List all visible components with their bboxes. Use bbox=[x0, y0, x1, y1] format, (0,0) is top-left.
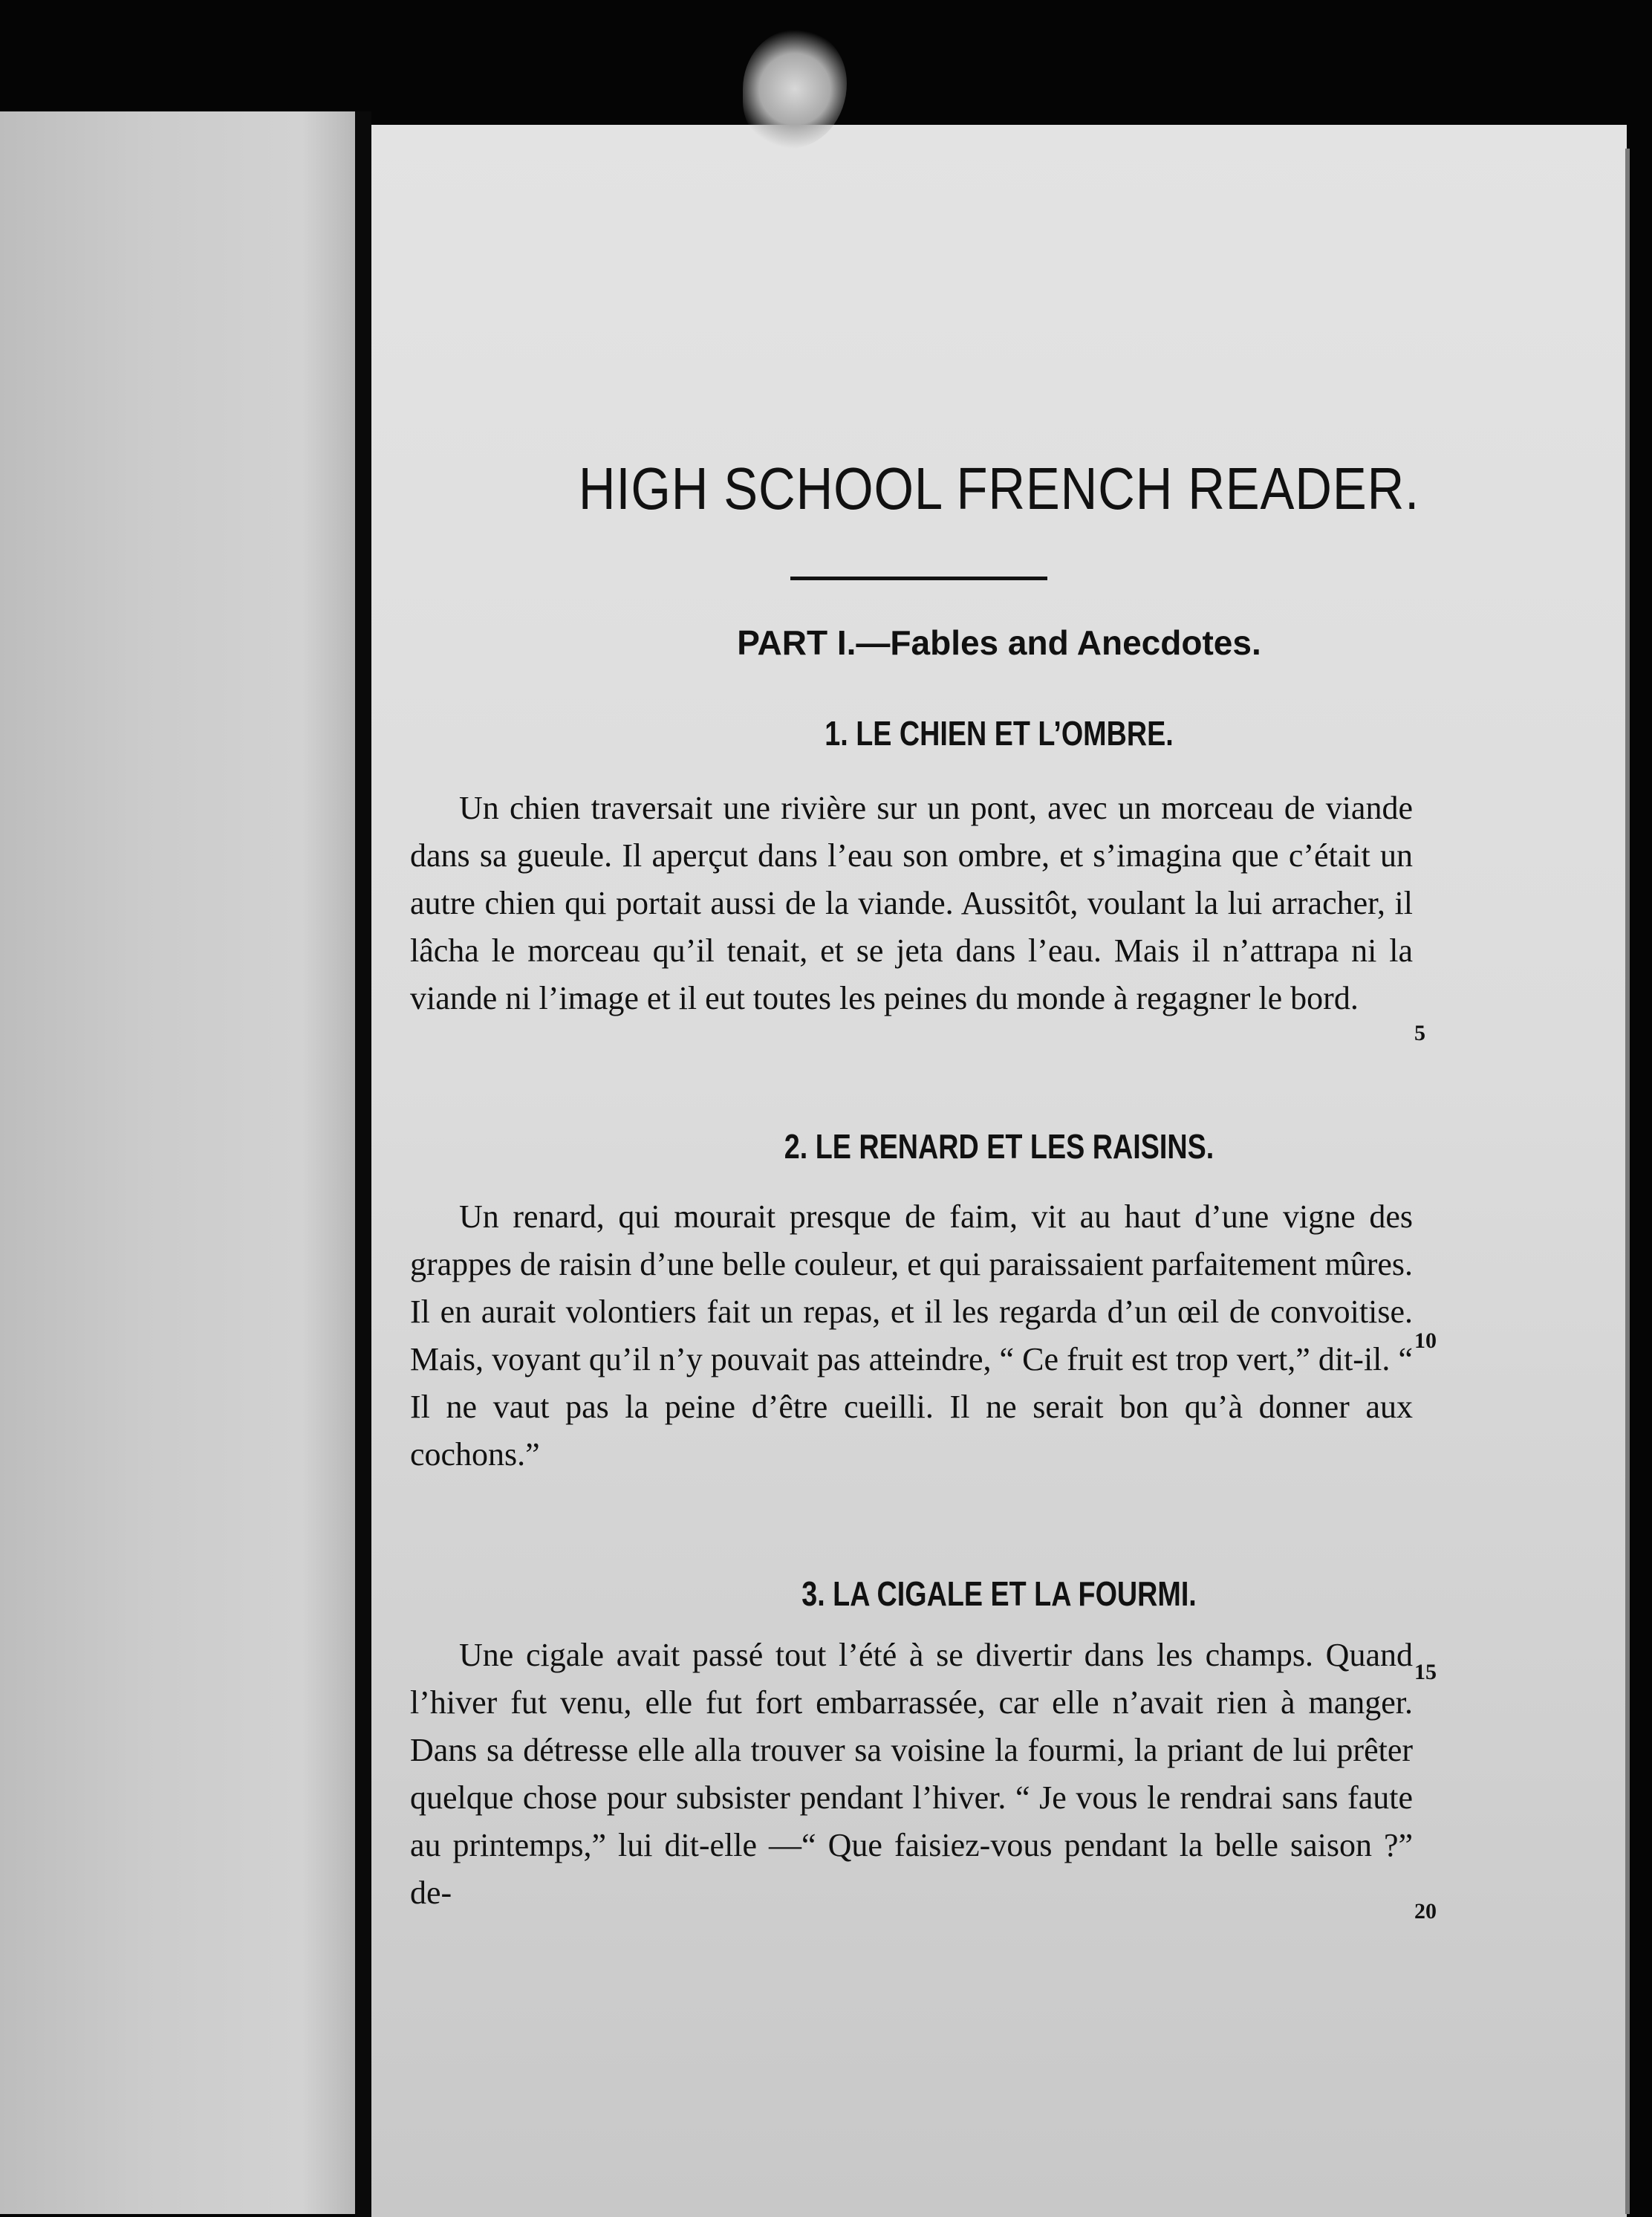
fable-3-paragraph: Une cigale avait passé tout l’été à se divertir dans les champs. Quand l’hiver fut venu, elle fut fort embarrassée, car elle n’avait rien à manger. Dans sa détresse elle alla trouver sa voisine la fourmi, la priant de lui prêter quelque chose pour subsister pendant l’hiver. “ Je vous le rendrai sans faute au printemps,” lui dit-elle —“ Que faisiez-vous pendant la belle saison ?” de- bbox=[410, 1637, 1413, 1911]
fable-1-heading: 1. LE CHIEN ET L’OMBRE. bbox=[825, 714, 1174, 753]
line-number-20: 20 bbox=[1414, 1899, 1437, 1924]
title-rule bbox=[790, 577, 1047, 580]
book-spine bbox=[355, 111, 371, 2217]
page-edge bbox=[1625, 149, 1630, 2214]
fable-1-paragraph: Un chien traversait une rivière sur un pont, avec un morceau de viande dans sa gueule. Il aperçut dans l’eau son ombre, et s’imagina que c’était un autre chien qui portait aussi de la viande. Aussitôt, voulant la lui arracher, il lâcha le morceau qu’il tenait, et se jeta dans l’eau. Mais il n’attrapa ni la viande ni l’image et il eut toutes les peines du monde à regagner le bord. bbox=[410, 790, 1413, 1016]
fable-2-heading: 2. LE RENARD ET LES RAISINS. bbox=[784, 1127, 1214, 1166]
fable-3-text bbox=[410, 1632, 1413, 1917]
fable-1-text bbox=[410, 785, 1413, 1022]
fable-3-heading: 3. LA CIGALE ET LA FOURMI. bbox=[801, 1574, 1197, 1613]
fable-2-paragraph: Un renard, qui mourait presque de faim, vit au haut d’une vigne des grappes de raisin d’une belle couleur, et qui paraissaient parfaitement mûres. Il en aurait volontiers fait un repas, et il les regarda d’un œil de convoitise. Mais, voyant qu’il n’y pouvait pas atteindre, “ Ce fruit est trop vert,” dit-il. “ Il ne vaut pas la peine d’être cueilli. Il ne serait bon qu’à donner aux cochons.” bbox=[410, 1198, 1413, 1473]
left-page bbox=[0, 111, 355, 2214]
line-number-15: 15 bbox=[1414, 1660, 1437, 1684]
book-title: HIGH SCHOOL FRENCH READER. bbox=[578, 455, 1420, 522]
part-heading: PART I.—Fables and Anecdotes. bbox=[737, 623, 1261, 662]
line-number-5: 5 bbox=[1414, 1021, 1425, 1045]
fable-2-text bbox=[410, 1193, 1413, 1478]
line-number-10: 10 bbox=[1414, 1328, 1437, 1353]
